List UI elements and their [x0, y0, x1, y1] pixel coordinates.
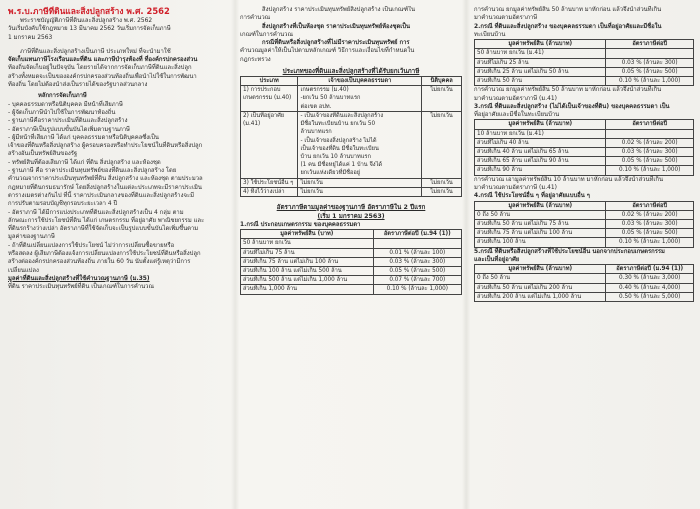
table-cell: 0.07 % (ล้านละ 700)	[373, 276, 461, 285]
body-line: ท้องถิ่นจัดเก็บอยู่ในปัจจุบัน โดยรายได้จากการจัดเก็บภาษีที่ดินและสิ่งปลูก	[8, 65, 192, 72]
table-header: เจ้าของเป็นบุคคลธรรมดา	[298, 77, 422, 86]
principle-line: การปรับตามรอบบัญชีทุกรอบระยะเวลา 4 ปี	[8, 201, 118, 208]
principle-line: - ฐานภาษี คือ ราคาประเมินทุนทรัพย์ของที่ดินและสิ่งปลูกสร้าง โดย	[8, 168, 177, 175]
table-header: อัตราภาษีต่อปี	[606, 201, 694, 210]
table-header: มูลค่าทรัพย์สิน (ล้านบาท)	[475, 120, 606, 129]
tax-base-line: ที่ดิน ราคาประเมินทุนทรัพย์ที่ดิน เป็นเกณฑ์ในการคำนวณ	[8, 284, 154, 291]
principles-heading: หลักการจัดเก็บภาษี	[38, 93, 87, 100]
table-cell: 0.05 % (ล้านละ 500)	[606, 67, 694, 76]
tax-base-heading: มูลค่าที่ดินและสิ่งปลูกสร้างที่ใช้คำนวณฐานภาษี (ม.35)	[8, 275, 150, 282]
table-cell: ส่วนที่เกิน 50 ล้าน แต่ไม่เกิน 75 ล้าน	[475, 219, 606, 228]
principle-line: - อัตราภาษี ได้มีการแบ่งประเภทที่ดินและสิ่งปลูกสร้างเป็น 4 กลุ่ม ตาม	[8, 209, 184, 216]
table-cell: 0.10 % (ล้านละ 1,000)	[373, 285, 461, 294]
table-row	[241, 257, 462, 266]
case-heading: 5.กรณี ที่ดินหรือสิ่งปลูกสร้างที่ใช้ประโยชน์อื่น นอกจากประกอบเกษตรกรรม	[474, 248, 665, 255]
table-cell: 0 ถึง 50 ล้าน	[475, 274, 606, 283]
principle-line: ที่ดินรกร้างว่างเปล่า อัตราภาษีที่ใช้จัดเก็บจะเป็นรูปแบบขั้นบันไดเพิ่มขึ้นตาม	[8, 226, 199, 233]
principle-line: สร้างอันเป็นทรัพย์สินของรัฐ	[8, 151, 78, 158]
rate-heading: อัตราภาษีตามมูลค่าของฐานภาษี อัตราภาษีใน 2 ปีแรก	[276, 203, 426, 211]
table-row	[475, 238, 694, 247]
table-cell: ส่วนที่ไม่เกิน 75 ล้าน	[241, 248, 374, 257]
middle-column	[240, 6, 462, 505]
case-heading: ที่อยู่อาศัยและมีชื่อในทะเบียนบ้าน	[474, 112, 560, 119]
table-row	[475, 166, 694, 175]
table-row	[241, 285, 462, 294]
table-cell: 10 ล้านบาท ยกเว้น (ม.41)	[475, 129, 606, 138]
table-row	[475, 274, 694, 283]
table-cell: ส่วนที่เกิน 1,000 ล้าน	[241, 285, 374, 294]
table-row	[475, 210, 694, 219]
principle-line: - ผู้จัดเก็บภาษีนำไปใช้ในการพัฒนาท้องถิ่น	[8, 109, 116, 116]
table-cell: ส่วนที่ไม่เกิน 40 ล้าน	[475, 138, 606, 147]
residential-owner-rate-table	[474, 39, 694, 86]
commercial-rate-table	[474, 264, 694, 302]
table-cell: ไม่ยกเว้น	[422, 187, 462, 196]
table-cell: 0.40 % (ล้านละ 4,000)	[606, 283, 694, 292]
body-line: กฎกระทรวง	[240, 56, 271, 63]
table-cell: ส่วนที่เกิน 75 ล้าน แต่ไม่เกิน 100 ล้าน	[475, 229, 606, 238]
table-row	[475, 67, 694, 76]
case-heading: 3.กรณี ที่ดินและสิ่งปลูกสร้าง (ไม่ได้เป็นเจ้าของที่ดิน) ของบุคคลธรรมดา เป็น	[474, 103, 670, 110]
intro-line: 1 มกราคม 2563	[8, 34, 53, 41]
table-cell: ไม่ยกเว้น	[298, 187, 422, 196]
case-heading: ทะเบียนบ้าน	[474, 31, 506, 38]
table-cell: ส่วนที่เกิน 65 ล้าน แต่ไม่เกิน 90 ล้าน	[475, 157, 606, 166]
table-cell: เกษตรกรรม (ม.40) -ยกเว้น 50 ล้านบาทแรก ต่อเขต อปท.	[298, 86, 422, 112]
table-cell: ไม่ยกเว้น	[298, 178, 422, 187]
table-cell: ส่วนที่เกิน 50 ล้าน	[475, 77, 606, 86]
table-cell	[606, 129, 694, 138]
table-header: อัตราภาษีต่อปี (ม.94 (1))	[606, 265, 694, 274]
table-cell: ส่วนที่เกิน 90 ล้าน	[475, 166, 606, 175]
principle-line: - ผู้มีหน้าที่เสียภาษี ได้แก่ บุคคลธรรมดาหรือนิติบุคคลซึ่งเป็น	[8, 134, 159, 141]
calculation-note: การคำนวณ ยกมูลค่าทรัพย์สิน 50 ล้านบาท มาหักก่อน แล้วจึงนำส่วนที่เกิน	[474, 7, 662, 13]
table-row	[475, 148, 694, 157]
table-cell: ส่วนที่เกิน 50 ล้าน แต่ไม่เกิน 200 ล้าน	[475, 283, 606, 292]
body-line: คำนวณมูลค่าให้เป็นไปตามหลักเกณฑ์ วิธีการและเงื่อนไขที่กำหนดใน	[240, 48, 415, 55]
case-heading: 2.กรณี ที่ดินและสิ่งปลูกสร้าง ของบุคคลธรรมดา เป็นที่อยู่อาศัยและมีชื่อใน	[474, 23, 662, 30]
body-line: สิ่งปลูกสร้าง ราคาประเมินทุนทรัพย์สิ่งปลูกสร้าง เป็นเกณฑ์ใน	[262, 7, 416, 13]
principle-line: - ฐานภาษีคือราคาประเมินที่ดินและสิ่งปลูกสร้าง	[8, 118, 128, 125]
body-line: เกณฑ์ในการคำนวณ	[240, 31, 293, 38]
table-cell: 0.05 % (ล้านละ 500)	[606, 229, 694, 238]
principle-line: - อัตราภาษีเป็นรูปแบบขั้นบันไดเพิ่มตามฐานภาษี	[8, 126, 130, 133]
principle-line: - ทรัพย์สินที่ต้องเสียภาษี ได้แก่ ที่ดิน สิ่งปลูกสร้าง และห้องชุด	[8, 159, 161, 166]
table-row	[475, 77, 694, 86]
table-cell: 0.10 % (ล้านละ 1,000)	[606, 77, 694, 86]
table-cell: 0.03 % (ล้านละ 300)	[606, 58, 694, 67]
table-cell	[606, 49, 694, 58]
body-line: ท้องถิ่น โดยไม่ต้องนำส่งเป็นรายได้ของรัฐบาลส่วนกลาง	[8, 82, 148, 89]
intro-line: วันเริ่มบังคับใช้กฎหมาย 13 มีนาคม 2562 วันเริ่มการจัดเก็บภาษี	[8, 26, 171, 33]
table-header: มูลค่าทรัพย์สิน (ล้านบาท)	[475, 265, 606, 274]
table-cell: ส่วนที่เกิน 100 ล้าน แต่ไม่เกิน 500 ล้าน	[241, 267, 374, 276]
case-heading: 1.กรณี ประกอบเกษตรกรรม ของบุคคลธรรมดา	[240, 221, 361, 228]
table-header: มูลค่าทรัพย์สิน (ล้านบาท)	[475, 40, 606, 49]
case-heading: 4.กรณี ใช้ประโยชน์อื่น ๆ ที่อยู่อาศัยแบบอื่น ๆ	[474, 193, 590, 200]
table-cell: 0.10 % (ล้านละ 1,000)	[606, 238, 694, 247]
table-cell: 50 ล้านบาท ยกเว้น (ม.41)	[475, 49, 606, 58]
principle-line: สร้างต่อองค์กรปกครองส่วนท้องถิ่น ภายใน 60 วัน นับตั้งแต่รู้เหตุว่ามีการ	[8, 259, 191, 266]
intro-line: พระราชบัญญัติภาษีที่ดินและสิ่งปลูกสร้าง พ.ศ. 2562	[20, 18, 153, 24]
calculation-note: การคำนวณ เอามูลค่าทรัพย์สิน 10 ล้านบาท มาหักก่อน แล้วจึงนำส่วนที่เกิน	[474, 176, 663, 183]
rate-subheading: (เริ่ม 1 มกราคม 2563)	[317, 212, 385, 220]
table-header: มูลค่าทรัพย์สิน (ล้านบาท)	[475, 201, 606, 210]
other-residential-rate-table	[474, 201, 694, 248]
table-row	[475, 49, 694, 58]
table-header: อัตราภาษีต่อปี	[606, 40, 694, 49]
table-cell: 0.03 % (ล้านละ 300)	[606, 148, 694, 157]
table-cell: ส่วนที่เกิน 500 ล้าน แต่ไม่เกิน 1,000 ล้าน	[241, 276, 374, 285]
table-header: อัตราภาษีต่อปี	[606, 120, 694, 129]
table-cell: ไม่ยกเว้น	[422, 111, 462, 178]
exemption-heading: ประเภทของที่ดินและสิ่งปลูกสร้างที่ได้รับยกเว้นภาษี	[282, 68, 420, 76]
table-cell: 0 ถึง 50 ล้าน	[475, 210, 606, 219]
principle-line: ตารางเมตรต่างกันไป ที่นี้ ราคาประเมินกลางของที่ดินและสิ่งปลูกสร้างจะมี	[8, 192, 194, 199]
principle-line: มูลค่าของฐานภาษี	[8, 234, 55, 241]
table-header: มูลค่าทรัพย์สิน (บาท)	[241, 230, 374, 239]
table-cell: ส่วนที่ไม่เกิน 25 ล้าน	[475, 58, 606, 67]
table-cell: ไม่ยกเว้น	[422, 86, 462, 112]
principle-line: - ถ้าที่ดินเปลี่ยนแปลงการใช้ประโยชน์ ไม่ว่าการเปลี่ยนซื้อขายหรือ	[8, 242, 175, 249]
table-cell: 0.05 % (ล้านละ 500)	[373, 267, 461, 276]
table-cell: 0.10 % (ล้านละ 1,000)	[606, 166, 694, 175]
table-cell: 0.03 % (ล้านละ 300)	[373, 257, 461, 266]
principle-line: เจ้าของที่ดินหรือสิ่งปลูกสร้าง ผู้ครอบครองหรือทำประโยชน์ในที่ดินหรือสิ่งปลูก	[8, 143, 203, 150]
agriculture-rate-table	[240, 229, 462, 294]
table-row	[241, 111, 462, 178]
table-row	[475, 219, 694, 228]
left-column	[8, 6, 228, 505]
table-row	[241, 86, 462, 112]
principle-line: คำนวณจากราคาประเมินทุนทรัพย์ที่ดิน สิ่งปลูกสร้าง และห้องชุด ตามประมวล	[8, 176, 203, 183]
table-row	[241, 276, 462, 285]
table-cell: ไม่ยกเว้น	[422, 178, 462, 187]
table-cell: ส่วนที่เกิน 75 ล้าน แต่ไม่เกิน 100 ล้าน	[241, 257, 374, 266]
principles-list	[8, 101, 228, 275]
table-row	[241, 267, 462, 276]
table-cell: 0.05 % (ล้านละ 500)	[606, 157, 694, 166]
table-header: อัตราภาษีต่อปี (ม.94 (1))	[373, 230, 461, 239]
table-header: นิติบุคคล	[422, 77, 462, 86]
table-row	[475, 292, 694, 301]
table-cell: 0.02 % (ล้านละ 200)	[606, 138, 694, 147]
table-cell: 0.01 % (ล้านละ 100)	[373, 248, 461, 257]
principle-line: - บุคคลธรรมดาหรือนิติบุคคล มีหน้าที่เสียภาษี	[8, 101, 123, 108]
table-cell: ส่วนที่เกิน 200 ล้าน แต่ไม่เกิน 1,000 ล้าน	[475, 292, 606, 301]
document-title: พ.ร.บ.ภาษีที่ดินและสิ่งปลูกสร้าง พ.ศ. 2562	[8, 6, 170, 16]
table-cell: ส่วนที่เกิน 100 ล้าน	[475, 238, 606, 247]
table-cell: 0.02 % (ล้านละ 200)	[606, 210, 694, 219]
table-cell: 2) เป็นที่อยู่อาศัย (ม.41)	[241, 111, 298, 178]
table-cell: 0.30 % (ล้านละ 3,000)	[606, 274, 694, 283]
table-cell: ส่วนที่เกิน 40 ล้าน แต่ไม่เกิน 65 ล้าน	[475, 148, 606, 157]
table-cell: 0.03 % (ล้านละ 300)	[606, 219, 694, 228]
table-row	[241, 239, 462, 248]
case-heading: และเป็นที่อยู่อาศัย	[474, 256, 520, 263]
body-line: จัดเก็บแทนภาษีโรงเรือนและที่ดิน และภาษีบำรุงท้องที่ ที่องค์กรปกครองส่วน	[8, 57, 198, 64]
table-row	[241, 187, 462, 196]
table-cell: 50 ล้านบาท ยกเว้น	[241, 239, 374, 248]
table-row	[475, 129, 694, 138]
residential-building-rate-table	[474, 119, 694, 175]
table-cell: ส่วนที่เกิน 25 ล้าน แต่ไม่เกิน 50 ล้าน	[475, 67, 606, 76]
body-line: สร้างทั้งหมดจะเป็นขององค์กรปกครองส่วนท้องถิ่นเพื่อนำไปใช้ในการพัฒนา	[8, 73, 197, 80]
table-cell: 0.50 % (ล้านละ 5,000)	[606, 292, 694, 301]
table-row	[241, 178, 462, 187]
principle-line: ลักษณะการใช้ประโยชน์ที่ดิน ได้แก่ เกษตรกรรม ที่อยู่อาศัย พาณิชยกรรม และ	[8, 217, 205, 224]
table-row	[475, 283, 694, 292]
principle-line: หรือสดลง ผู้เสียภาษีต้องแจ้งการเปลี่ยนแปลงการใช้ประโยชน์ที่ดินหรือสิ่งปลูก	[8, 251, 201, 258]
table-row	[475, 229, 694, 238]
calculation-note: มาคำนวณตามอัตราภาษี	[474, 15, 538, 22]
calculation-note: มาคำนวณตามอัตราภาษี (ม.41)	[474, 184, 557, 191]
table-cell: - เป็นเจ้าของที่ดินและสิ่งปลูกสร้าง มีชื่อในทะเบียนบ้าน ยกเว้น 50 ล้านบาทแรก - เป็นเจ้าของสิ่งปลูกสร้าง ไม่ได้ เป็นเจ้าของที่ดิน มีชื่อในทะเบียน บ้าน ยกเว้น 10 ล้านบาทแรก (1 คน มีชื่อหยู่ได้แค่ 1 บ้าน จึงได้ ยกเว้นแห่งเดียวที่มีชื่ออยู่	[298, 111, 422, 178]
table-header: ประเภท	[241, 77, 298, 86]
calculation-note: การคำนวณ ยกมูลค่าทรัพย์สิน 50 ล้านบาท มาหักก่อน แล้วจึงนำส่วนที่เกิน	[474, 87, 662, 94]
right-column	[474, 6, 694, 505]
table-cell: 4) ทิ้งไว้ว่างเปล่า	[241, 187, 298, 196]
body-line: ภาษีที่ดินและสิ่งปลูกสร้างเป็นภาษี ประเภทใหม่ ที่จะนำมาใช้	[20, 48, 171, 55]
body-line: กรณีที่ดินหรือสิ่งปลูกสร้างที่ไม่มีราคาประเมินทุนทรัพย์ การ	[262, 40, 410, 47]
calculation-note: มาคำนวณตามอัตราภาษี (ม.41)	[474, 95, 557, 102]
table-row	[241, 248, 462, 257]
table-cell: 3) ใช้ประโยชน์อื่น ๆ	[241, 178, 298, 187]
table-cell	[373, 239, 461, 248]
exemption-table	[240, 76, 462, 197]
body-line: สิ่งปลูกสร้างที่เป็นห้องชุด ราคาประเมินทุนทรัพย์ห้องชุดเป็น	[262, 23, 411, 30]
table-row	[475, 157, 694, 166]
body-line: การคำนวณ	[240, 15, 271, 22]
table-cell: 1) การประกอบ เกษตรกรรม (ม.40)	[241, 86, 298, 112]
principle-line: กฎหมายที่ดินกรมธนารักษ์ โดยสิ่งปลูกสร้างในแต่ละประเภทจะมีราคาประเมิน	[8, 184, 202, 191]
principle-line: เปลี่ยนแปลง	[8, 267, 39, 274]
table-row	[475, 58, 694, 67]
table-row	[475, 138, 694, 147]
